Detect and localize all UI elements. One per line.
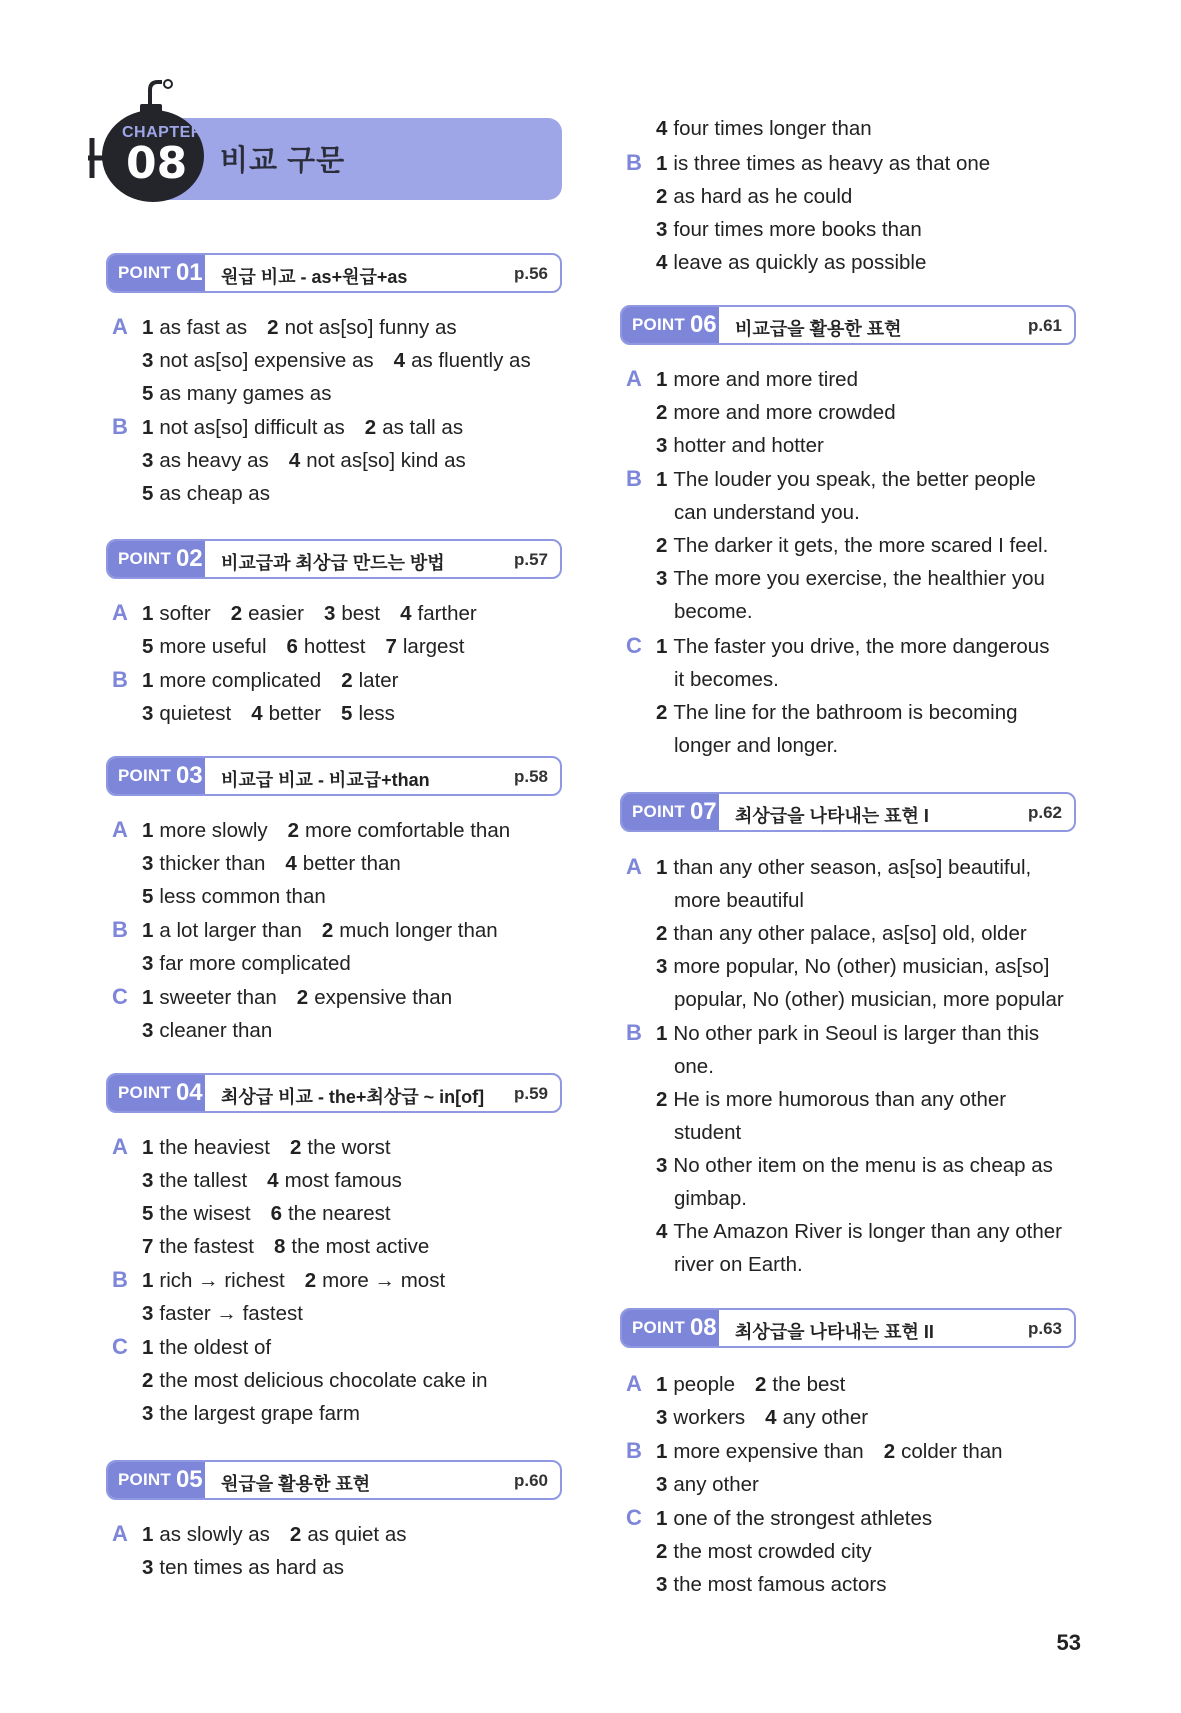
point-04-header (106, 1073, 562, 1113)
chapter-title: 비교 구문 (220, 145, 346, 177)
answer-line: 5 as many games as (142, 382, 332, 405)
point-07-header (620, 792, 1076, 832)
section-label-b: B (626, 1438, 642, 1463)
point-word: POINT (632, 315, 685, 334)
answer-line: 3 the most famous actors (656, 1573, 887, 1596)
section-label-a: A (112, 1521, 128, 1546)
point-word: POINT (632, 1318, 685, 1337)
answer-line: 3 quietest 4 better 5 less (142, 702, 395, 725)
answer-line: 3 hotter and hotter (656, 434, 824, 457)
page-number: 53 (1056, 1630, 1081, 1655)
answer-line: 1 more and more tired (656, 368, 858, 391)
point-page: p.57 (513, 550, 548, 569)
point-word: POINT (632, 802, 685, 821)
point-page: p.59 (513, 1084, 548, 1103)
answer-line: 3 the tallest 4 most famous (142, 1169, 402, 1192)
section-label-a: A (626, 1371, 642, 1396)
answer-line: 3 workers 4 any other (656, 1406, 869, 1429)
answer-line: 2 as hard as he could (656, 185, 853, 208)
answer-line: 2 than any other palace, as[so] old, older (656, 922, 1027, 945)
section-label-b: B (626, 150, 642, 175)
answer-line: 5 as cheap as (142, 482, 270, 505)
section-label-b: B (112, 1267, 128, 1292)
answer-line: 1 a lot larger than 2 much longer than (142, 919, 498, 942)
point-number: 08 (689, 1314, 717, 1341)
answer-line: 1 more expensive than 2 colder than (656, 1440, 1003, 1463)
answer-line: 3 thicker than 4 better than (142, 852, 401, 875)
point-page: p.61 (1027, 316, 1062, 335)
section-label-a: A (112, 1134, 128, 1159)
point-title: 원급 비교 - as+원급+as (221, 267, 408, 287)
answer-line: 4 The Amazon River is longer than any other (656, 1220, 1062, 1243)
answer-line: 1 as fast as 2 not as[so] funny as (142, 316, 457, 339)
chapter-label: CHAPTER (122, 124, 203, 141)
answer-line: 3 any other (656, 1473, 759, 1496)
section-label-c: C (626, 633, 642, 658)
section-label-a: A (626, 854, 642, 879)
answer-line: 7 the fastest 8 the most active (142, 1235, 430, 1258)
point-number: 03 (175, 762, 203, 789)
answer-line: 1 not as[so] difficult as 2 as tall as (142, 416, 464, 439)
answer-line: 1 is three times as heavy as that one (656, 152, 991, 175)
point-title: 비교급 비교 - 비교급+than (221, 770, 430, 790)
answer-line-continued: one. (674, 1055, 714, 1078)
answer-line: 3 far more complicated (142, 952, 351, 975)
answer-line: 1 one of the strongest athletes (656, 1507, 933, 1530)
answer-line-continued: river on Earth. (674, 1253, 803, 1276)
point-03-header (106, 756, 562, 796)
point-page: p.58 (513, 767, 548, 786)
section-label-b: B (112, 917, 128, 942)
point-page: p.56 (513, 264, 548, 283)
point-word: POINT (118, 1470, 171, 1489)
answer-line: 3 cleaner than (142, 1019, 273, 1042)
point-title: 비교급과 최상급 만드는 방법 (221, 553, 445, 573)
answer-line-continued: can understand you. (674, 501, 860, 524)
answer-line: 1 sweeter than 2 expensive than (142, 986, 453, 1009)
answer-line: 3 as heavy as 4 not as[so] kind as (142, 449, 466, 472)
section-label-b: B (112, 667, 128, 692)
point-number: 04 (175, 1079, 203, 1106)
answer-line: 5 more useful 6 hottest 7 largest (142, 635, 465, 658)
point-word: POINT (118, 549, 171, 568)
section-label-a: A (626, 366, 642, 391)
section-label-a: A (112, 600, 128, 625)
point-title: 비교급을 활용한 표현 (735, 319, 902, 339)
point-title: 최상급을 나타내는 표현 II (735, 1322, 934, 1342)
answer-line: 3 No other item on the menu is as cheap as (656, 1154, 1053, 1177)
point-08-header (620, 1308, 1076, 1348)
answer-line: 1 more slowly 2 more comfortable than (142, 819, 511, 842)
section-label-b: B (626, 466, 642, 491)
answer-line: 2 The line for the bathroom is becoming (656, 701, 1018, 724)
answer-line: 4 leave as quickly as possible (656, 251, 927, 274)
answer-line: 1 more complicated 2 later (142, 669, 399, 692)
point-number: 01 (175, 259, 203, 286)
point-06-header (620, 305, 1076, 345)
point-word: POINT (118, 263, 171, 282)
answer-line: 2 the most delicious chocolate cake in (142, 1369, 488, 1392)
point-title: 최상급 비교 - the+최상급 ~ in[of] (221, 1087, 485, 1107)
answer-line: 5 less common than (142, 885, 326, 908)
point-number: 07 (689, 798, 717, 825)
point-title: 최상급을 나타내는 표현 I (735, 806, 929, 826)
answer-line-continued: popular, No (other) musician, more popular (674, 988, 1064, 1011)
point-page: p.63 (1027, 1319, 1062, 1338)
section-label-a: A (112, 314, 128, 339)
point-word: POINT (118, 1083, 171, 1102)
answer-line: 2 more and more crowded (656, 401, 896, 424)
answer-line: 3 four times more books than (656, 218, 922, 241)
answer-line: 3 the largest grape farm (142, 1402, 360, 1425)
answer-line: 3 faster → fastest (142, 1302, 303, 1325)
answer-line: 3 ten times as hard as (142, 1556, 344, 1579)
answer-line: 1 people 2 the best (656, 1373, 846, 1396)
answer-line: 3 more popular, No (other) musician, as[so] (656, 955, 1050, 978)
point-title: 원급을 활용한 표현 (221, 1474, 371, 1494)
answer-line: 3 The more you exercise, the healthier you (656, 567, 1045, 590)
answer-line-continued: it becomes. (674, 668, 779, 691)
section-label-b: B (112, 414, 128, 439)
answer-line: 1 No other park in Seoul is larger than this (656, 1022, 1040, 1045)
section-label-b: B (626, 1020, 642, 1045)
section-label-c: C (626, 1505, 642, 1530)
answer-line-continued: longer and longer. (674, 734, 839, 757)
answer-line-continued: become. (674, 600, 753, 623)
point-01-header (106, 253, 562, 293)
point-number: 06 (689, 311, 717, 338)
answer-line: 1 the oldest of (142, 1336, 272, 1359)
point-page: p.60 (513, 1471, 548, 1490)
point-02-header (106, 539, 562, 579)
answer-line: 2 He is more humorous than any other (656, 1088, 1007, 1111)
answer-line: 5 the wisest 6 the nearest (142, 1202, 391, 1225)
section-label-c: C (112, 984, 128, 1009)
answer-line: 1 the heaviest 2 the worst (142, 1136, 391, 1159)
answer-line: 1 than any other season, as[so] beautiful, (656, 856, 1032, 879)
answer-line: 2 the most crowded city (656, 1540, 872, 1563)
point-number: 02 (175, 545, 203, 572)
section-label-c: C (112, 1334, 128, 1359)
answer-line: 1 rich → richest 2 more → most (142, 1269, 446, 1292)
point-number: 05 (175, 1466, 203, 1493)
answer-line-continued: more beautiful (674, 889, 804, 912)
answer-line: 1 The faster you drive, the more dangerous (656, 635, 1050, 658)
point-05-header (106, 1460, 562, 1500)
answer-line: 1 The louder you speak, the better people (656, 468, 1036, 491)
point-page: p.62 (1027, 803, 1062, 822)
answer-line: 2 The darker it gets, the more scared I feel. (656, 534, 1049, 557)
answer-line: 1 softer 2 easier 3 best 4 farther (142, 602, 477, 625)
chapter-number: 08 (126, 138, 188, 189)
answer-line: 3 not as[so] expensive as 4 as fluently as (142, 349, 531, 372)
answer-line-continued: student (674, 1121, 742, 1144)
answer-line: 1 as slowly as 2 as quiet as (142, 1523, 407, 1546)
section-label-a: A (112, 817, 128, 842)
answer-line: 4 four times longer than (656, 117, 872, 140)
point-word: POINT (118, 766, 171, 785)
answer-line-continued: gimbap. (674, 1187, 747, 1210)
